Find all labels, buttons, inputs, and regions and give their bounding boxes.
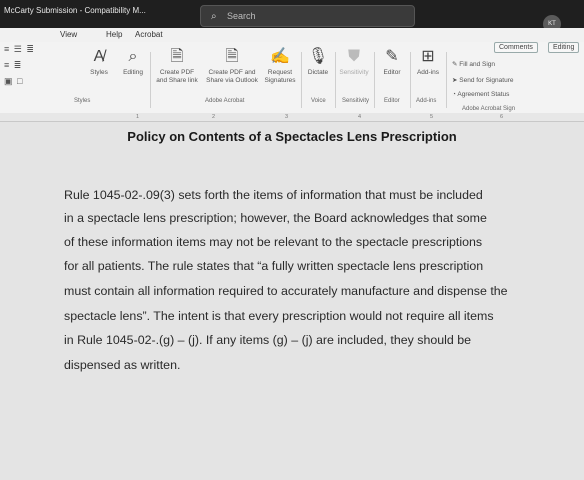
group-sensitivity: Sensitivity — [342, 98, 370, 104]
search-icon: ⌕ — [211, 11, 217, 22]
addins-grid-icon: ⊞ — [421, 48, 435, 65]
paragraph-line: for all patients. The rule states that “a fully written spectacle lens prescription — [64, 259, 484, 273]
paragraph-line: of these information items may not be relevant to the spectacle prescriptions — [64, 235, 483, 249]
agreement-status-button[interactable]: ◔ Agreement Status — [452, 91, 510, 98]
editor-pen-icon: ✎ — [385, 48, 399, 65]
group-addins: Add-ins — [416, 98, 437, 104]
search-input[interactable] — [200, 5, 415, 27]
menu-bar — [0, 28, 584, 42]
styles-icon: A̸ — [93, 48, 105, 65]
shading-icons[interactable]: ▣ □ — [4, 76, 24, 86]
ruler-tick: 2 — [212, 114, 216, 120]
paragraph-line: in Rule 1045-02-.(g) – (j). If any items (g) – (j) are included, they should be — [64, 333, 472, 347]
horizontal-ruler[interactable] — [0, 113, 584, 122]
fill-and-sign-button[interactable]: ✎ Fill and Sign — [452, 61, 496, 68]
dictate-button[interactable]: 🎙 Dictate — [303, 48, 333, 77]
styles-button[interactable]: A̸ Styles — [84, 48, 114, 77]
document-title: McCarty Submission - Compatibility M... — [4, 6, 146, 15]
paragraph-format-icons[interactable]: ≡ ☰ ≣ — [4, 44, 35, 54]
ruler-tick: 3 — [285, 114, 289, 120]
paragraph-line: dispensed as written. — [64, 358, 181, 372]
menu-acrobat[interactable]: Acrobat — [135, 30, 163, 39]
editor-button[interactable]: ✎ Editor — [377, 48, 407, 77]
group-voice: Voice — [311, 98, 326, 104]
comments-button[interactable]: Comments — [494, 42, 538, 53]
microphone-icon: 🎙 — [307, 48, 329, 65]
request-signatures-button[interactable]: ✍ Request Signatures — [262, 48, 298, 85]
group-adobe-sign: Adobe Acrobat Sign — [462, 106, 516, 112]
magnifier-icon: ⌕ — [128, 48, 138, 65]
ruler-tick: 4 — [358, 114, 362, 120]
editing-button[interactable]: ⌕ Editing — [118, 48, 148, 77]
avatar[interactable]: KT — [543, 15, 561, 33]
group-styles: Styles — [74, 98, 91, 104]
document-heading: Policy on Contents of a Spectacles Lens Prescription — [127, 129, 457, 144]
pdf-outlook-icon: 🗎 — [225, 48, 239, 65]
paragraph-line: must contain all information required to accurately manufacture and dispense the — [64, 284, 508, 298]
menu-view[interactable]: View — [60, 30, 78, 39]
send-for-signature-button[interactable]: ➤ Send for Signature — [452, 77, 514, 84]
sensitivity-icon: ⛊ — [347, 48, 360, 65]
ruler-tick: 6 — [500, 114, 504, 120]
ruler-tick: 5 — [430, 114, 434, 120]
group-editor: Editor — [384, 98, 400, 104]
sensitivity-button[interactable]: ⛊ Sensitivity — [336, 48, 372, 77]
pdf-share-icon: 🗎 — [170, 48, 184, 65]
create-pdf-share-button[interactable]: 🗎 Create PDF and Share link — [153, 48, 201, 85]
pen-icon: ✎ — [452, 61, 458, 68]
paragraph-line: Rule 1045-02-.09(3) sets forth the items of information that must be included — [64, 188, 483, 202]
status-icon: ◔ — [452, 91, 456, 98]
ruler-tick: 1 — [136, 114, 140, 120]
create-pdf-outlook-button[interactable]: 🗎 Create PDF and Share via Outlook — [203, 48, 261, 85]
paragraph-line: spectacle lens”. The intent is that every prescription would not require all items — [64, 309, 494, 323]
menu-help[interactable]: Help — [106, 30, 123, 39]
paragraph-line: in a spectacle lens prescription; however, the Board acknowledges that some — [64, 211, 487, 225]
document-page[interactable] — [0, 122, 584, 480]
addins-button[interactable]: ⊞ Add-ins — [412, 48, 444, 77]
send-icon: ➤ — [452, 77, 458, 84]
align-icons[interactable]: ≡ ≣ — [4, 60, 23, 70]
title-bar — [0, 0, 584, 30]
signature-request-icon: ✍ — [270, 48, 290, 65]
search-placeholder: Search — [227, 11, 256, 21]
editing-mode-button[interactable]: Editing — [548, 42, 579, 53]
group-adobe-acrobat: Adobe Acrobat — [205, 98, 245, 104]
